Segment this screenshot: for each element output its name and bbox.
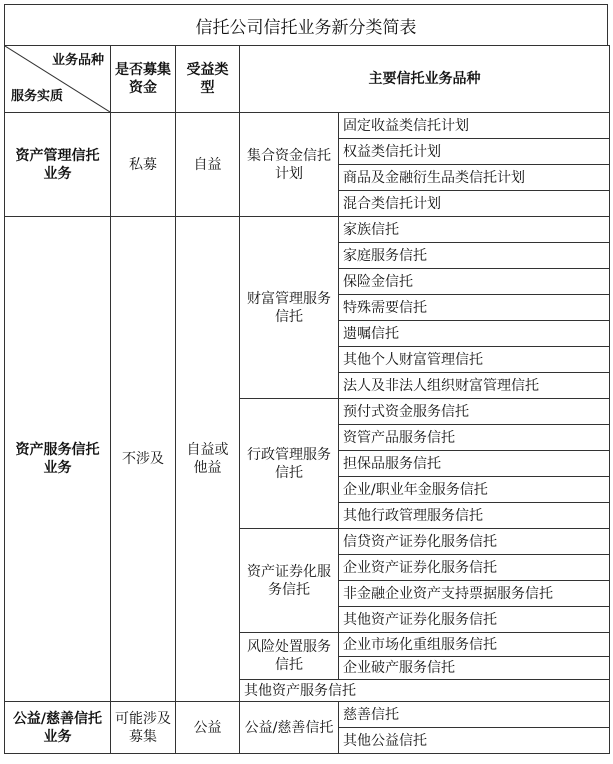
list-item: 企业市场化重组服务信托: [339, 633, 610, 657]
category-wealth-management: 财富管理服务信托: [240, 217, 339, 399]
list-item: 遗嘱信托: [339, 321, 610, 347]
list-item: 资管产品服务信托: [339, 425, 610, 451]
list-item: 商品及金融衍生品类信托计划: [339, 165, 610, 191]
list-item: 信贷资产证券化服务信托: [339, 529, 610, 555]
trust-classification-table: [4, 45, 610, 754]
category-collective-fund: 集合资金信托计划: [240, 113, 339, 217]
header-beneficiary: 受益类型: [176, 46, 240, 113]
fundraising-charity: 可能涉及募集: [111, 702, 176, 754]
list-item: 预付式资金服务信托: [339, 399, 610, 425]
header-service-essence: 服务实质: [11, 89, 64, 104]
table-title: 信托公司信托业务新分类简表: [4, 4, 608, 45]
list-item: 其他公益信托: [339, 728, 610, 754]
list-item: 其他资产证券化服务信托: [339, 607, 610, 633]
table-row: [5, 217, 610, 243]
list-item: 家族信托: [339, 217, 610, 243]
list-item: 企业破产服务信托: [339, 657, 610, 680]
beneficiary-charity: 公益: [176, 702, 240, 754]
list-item: 其他个人财富管理信托: [339, 347, 610, 373]
section-charity: 公益/慈善信托业务: [5, 702, 111, 754]
header-diagonal-cell: [5, 46, 111, 113]
category-securitization: 资产证券化服务信托: [240, 529, 339, 633]
list-item: 保险金信托: [339, 269, 610, 295]
table-row: [5, 702, 610, 728]
beneficiary-asset-service: 自益或他益: [176, 217, 240, 702]
list-item: 非金融企业资产支持票据服务信托: [339, 581, 610, 607]
beneficiary-asset-management: 自益: [176, 113, 240, 217]
list-item: 担保品服务信托: [339, 451, 610, 477]
section-asset-service: 资产服务信托业务: [5, 217, 111, 702]
section-asset-management: 资产管理信托业务: [5, 113, 111, 217]
list-item: 企业/职业年金服务信托: [339, 477, 610, 503]
category-charity-trust: 公益/慈善信托: [240, 702, 339, 754]
list-item: 其他行政管理服务信托: [339, 503, 610, 529]
category-risk-disposal: 风险处置服务信托: [240, 633, 339, 680]
header-main-varieties: 主要信托业务品种: [240, 46, 610, 113]
header-row: [5, 46, 610, 113]
header-business-type: 业务品种: [51, 53, 104, 68]
fundraising-asset-service: 不涉及: [111, 217, 176, 702]
fundraising-asset-management: 私募: [111, 113, 176, 217]
other-asset-service: 其他资产服务信托: [240, 680, 610, 702]
category-administrative: 行政管理服务信托: [240, 399, 339, 529]
list-item: 家庭服务信托: [339, 243, 610, 269]
header-fundraising: 是否募集资金: [111, 46, 176, 113]
list-item: 特殊需要信托: [339, 295, 610, 321]
list-item: 企业资产证券化服务信托: [339, 555, 610, 581]
list-item: 法人及非法人组织财富管理信托: [339, 373, 610, 399]
list-item: 固定收益类信托计划: [339, 113, 610, 139]
table-row: [5, 113, 610, 139]
list-item: 慈善信托: [339, 702, 610, 728]
list-item: 权益类信托计划: [339, 139, 610, 165]
list-item: 混合类信托计划: [339, 191, 610, 217]
